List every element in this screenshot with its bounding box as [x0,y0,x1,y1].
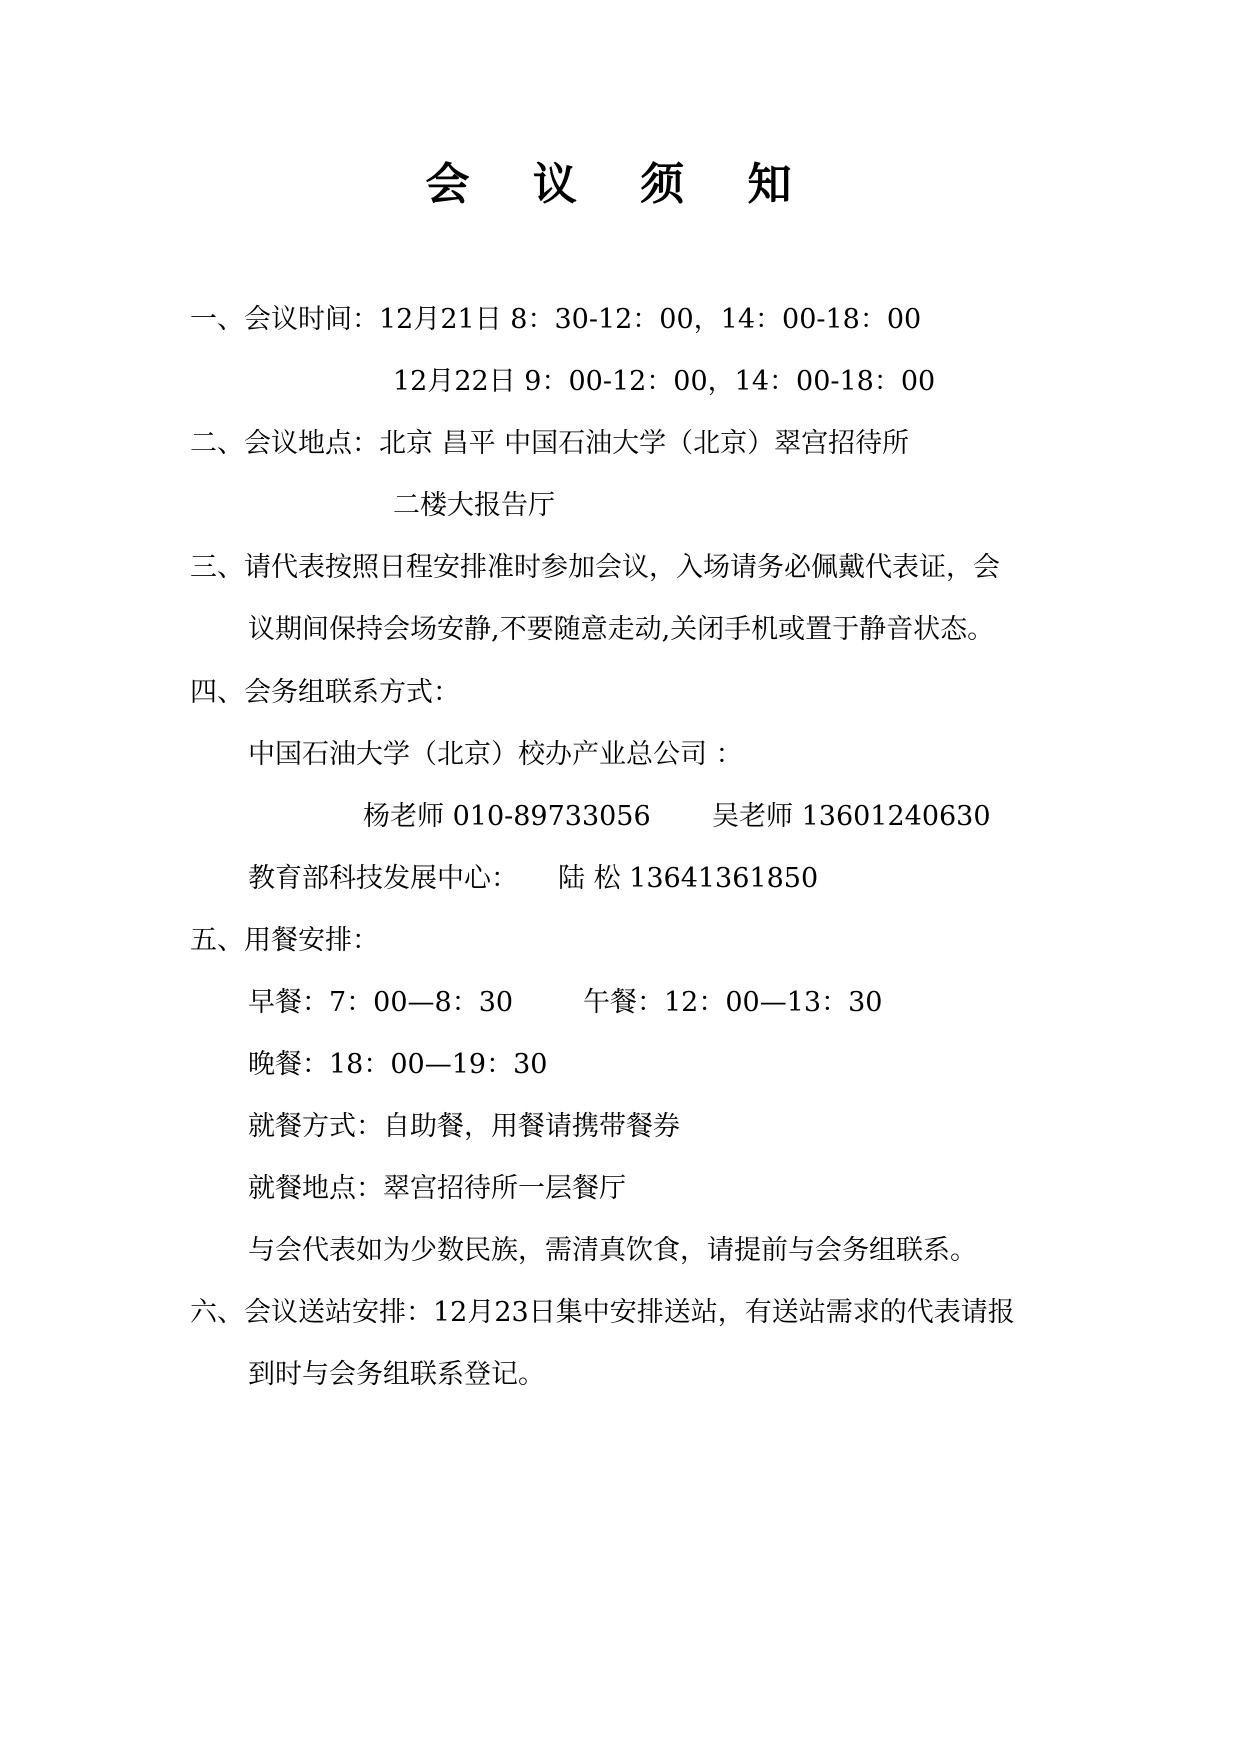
meal-label: 五、用餐安排： [190,925,379,956]
meeting-place-line2: 二楼大报告厅 [393,490,555,521]
meeting-time-day1: 12月21日 8：30-12：00，14：00-18：00 [379,304,922,335]
meeting-place-label: 二、会议地点： [190,428,379,459]
transfer-line1: 六、会议送站安排：12月23日集中安排送站，有送站需求的代表请报 [190,1297,1015,1328]
contact-org1: 中国石油大学（北京）校办产业总公司 ： [248,739,743,770]
page-title: 会 议 须 知 [425,159,816,210]
meeting-time-label: 一、会议时间： [190,304,379,335]
contact-label: 四、会务组联系方式： [190,677,460,708]
meal-location: 就餐地点：翠宫招待所一层餐厅 [248,1173,626,1204]
meeting-time-day2: 12月22日 9：00-12：00，14：00-18：00 [393,366,936,397]
meal-lunch: 午餐：12：00—13：30 [583,987,883,1018]
attendance-line1: 三、请代表按照日程安排准时参加会议，入场请务必佩戴代表证，会 [190,552,1000,583]
meeting-time-row [190,300,921,340]
attendance-line2: 议期间保持会场安静,不要随意走动,关闭手机或置于静音状态。 [248,614,995,645]
contact-person3: 陆 松 13641361850 [558,863,819,894]
meeting-place-line1: 北京 昌平 中国石油大学（北京）翠宫招待所 [379,428,910,459]
contact-org2-label: 教育部科技发展中心： [248,863,518,894]
meal-note: 与会代表如为少数民族，需清真饮食，请提前与会务组联系。 [248,1235,977,1266]
contact-person1: 杨老师 010-89733056 [363,801,651,832]
meeting-place-row [190,424,909,464]
transfer-line2: 到时与会务组联系登记。 [248,1359,545,1390]
meal-dinner: 晚餐：18：00—19：30 [248,1049,548,1080]
contact-person2: 吴老师 13601240630 [712,801,991,832]
meal-breakfast: 早餐：7：00—8：30 [248,987,514,1018]
meal-method: 就餐方式：自助餐，用餐请携带餐券 [248,1111,680,1142]
contact-org2-row [248,859,818,899]
